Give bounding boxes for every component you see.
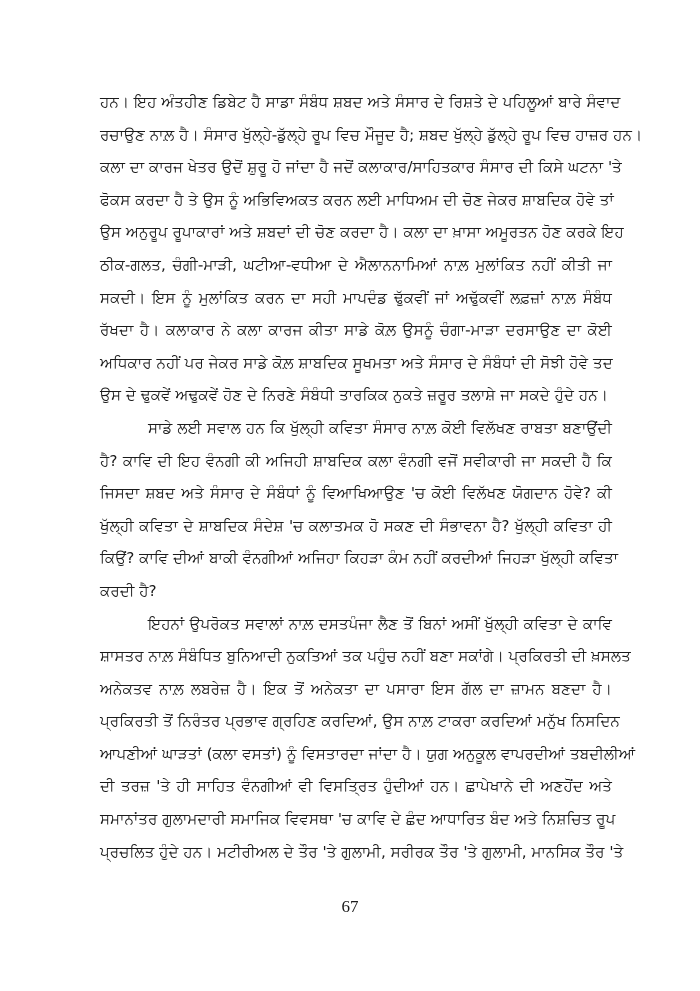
text-line: ਪ੍ਰਚਲਿਤ ਹੁੰਦੇ ਹਨ। ਮਟੀਰੀਅਲ ਦੇ ਤੌਰ 'ਤੇ ਗੁਲਾਮੀ, ਸਰੀਰਕ ਤੌਰ 'ਤੇ ਗੁਲਾਮੀ, ਮਾਨਸਿਕ ਤੌਰ 'ਤੇ bbox=[100, 842, 624, 861]
page-number: 67 bbox=[341, 897, 359, 916]
text-line: ਸਮਾਨਾਂਤਰ ਗੁਲਾਮਦਾਰੀ ਸਮਾਜਿਕ ਵਿਵਸਥਾ 'ਚ ਕਾਵਿ ਦੇ ਛੰਦ ਆਧਾਰਿਤ ਬੰਦ ਅਤੇ ਨਿਸ਼ਚਿਤ ਰੂਪ bbox=[100, 810, 616, 829]
text-line: ਪ੍ਰਕਿਰਤੀ ਤੋਂ ਨਿਰੰਤਰ ਪ੍ਰਭਾਵ ਗ੍ਰਹਿਣ ਕਰਦਿਆਂ, ਉਸ ਨਾਲ਼ ਟਾਕਰਾ ਕਰਦਿਆਂ ਮਨੁੱਖ ਨਿਸਦਿਨ bbox=[100, 712, 620, 731]
text-line: ਆਪਣੀਆਂ ਘਾੜਤਾਂ (ਕਲਾ ਵਸਤਾਂ) ਨੂੰ ਵਿਸਤਾਰਦਾ ਜਾਂਦਾ ਹੈ। ਯੁਗ ਅਨੁਕੂਲ ਵਾਪਰਦੀਆਂ ਤਬਦੀਲੀਆਂ bbox=[100, 744, 636, 763]
text-line: ਸਕਦੀ। ਇਸ ਨੂੰ ਮੁਲਾਂਕਿਤ ਕਰਨ ਦਾ ਸਹੀ ਮਾਪਦੰਡ ਢੁੱਕਵੀਂ ਜਾਂ ਅਢੁੱਕਵੀਂ ਲਫ਼ਜ਼ਾਂ ਨਾਲ਼ ਸੰਬੰਧ bbox=[100, 288, 612, 307]
text-line: ਕਲਾ ਦਾ ਕਾਰਜ ਖੇਤਰ ਉਦੋਂ ਸ਼ੁਰੂ ਹੋ ਜਾਂਦਾ ਹੈ ਜਦੋਂ ਕਲਾਕਾਰ/ਸਾਹਿਤਕਾਰ ਸੰਸਾਰ ਦੀ ਕਿਸੇ ਘਟਨਾ 'ਤੇ bbox=[100, 158, 622, 177]
text-line: ਦੀ ਤਰਜ਼ 'ਤੇ ਹੀ ਸਾਹਿਤ ਵੰਨਗੀਆਂ ਵੀ ਵਿਸਤ੍ਰਿਤ ਹੁੰਦੀਆਂ ਹਨ। ਛਾਪੇਖਾਨੇ ਦੀ ਅਣਹੋਂਦ ਅਤੇ bbox=[100, 777, 612, 796]
text-line: ਅਨੇਕਤਵ ਨਾਲ਼ ਲਬਰੇਜ਼ ਹੈ। ਇਕ ਤੋਂ ਅਨੇਕਤਾ ਦਾ ਪਸਾਰਾ ਇਸ ਗੱਲ ਦਾ ਜ਼ਾਮਨ ਬਣਦਾ ਹੈ। bbox=[100, 679, 612, 698]
text-line: ਹਨ। ਇਹ ਅੰਤਹੀਣ ਡਿਬੇਟ ਹੈ ਸਾਡਾ ਸੰਬੰਧ ਸ਼ਬਦ ਅਤੇ ਸੰਸਾਰ ਦੇ ਰਿਸ਼ਤੇ ਦੇ ਪਹਿਲੂਆਂ ਬਾਰੇ ਸੰਵਾਦ bbox=[100, 93, 621, 111]
text-line: ਹੈ? ਕਾਵਿ ਦੀ ਇਹ ਵੰਨਗੀ ਕੀ ਅਜਿਹੀ ਸ਼ਾਬਦਿਕ ਕਲਾ ਵੰਨਗੀ ਵਜੋਂ ਸਵੀਕਾਰੀ ਜਾ ਸਕਦੀ ਹੈ ਕਿ bbox=[100, 451, 612, 470]
text-line: ਠੀਕ-ਗਲਤ, ਚੰਗੀ-ਮਾੜੀ, ਘਟੀਆ-ਵਧੀਆ ਦੇ ਐਲਾਨਨਾਮਿਆਂ ਨਾਲ਼ ਮੁਲਾਂਕਿਤ ਨਹੀਂ ਕੀਤੀ ਜਾ bbox=[100, 255, 612, 274]
text-line: ਇਹਨਾਂ ਉਪਰੋਕਤ ਸਵਾਲਾਂ ਨਾਲ਼ ਦਸਤਪੰਜਾ ਲੈਣ ਤੋਂ ਬਿਨਾਂ ਅਸੀਂ ਖੁੱਲ੍ਹੀ ਕਵਿਤਾ ਦੇ ਕਾਵਿ bbox=[148, 614, 612, 633]
text-line: ਰੱਖਦਾ ਹੈ। ਕਲਾਕਾਰ ਨੇ ਕਲਾ ਕਾਰਜ ਕੀਤਾ ਸਾਡੇ ਕੋਲ਼ ਉਸਨੂੰ ਚੰਗਾ-ਮਾੜਾ ਦਰਸਾਉਣ ਦਾ ਕੋਈ bbox=[100, 321, 612, 340]
text-line: ਉਸ ਅਨੁਰੂਪ ਰੂਪਾਕਾਰਾਂ ਅਤੇ ਸ਼ਬਦਾਂ ਦੀ ਚੋਣ ਕਰਦਾ ਹੈ। ਕਲਾ ਦਾ ਖ਼ਾਸਾ ਅਮੂਰਤਨ ਹੋਣ ਕਰਕੇ ਇਹ bbox=[100, 223, 624, 242]
text-line: ਸ਼ਾਸਤਰ ਨਾਲ਼ ਸੰਬੰਧਿਤ ਬੁਨਿਆਦੀ ਨੁਕਤਿਆਂ ਤਕ ਪਹੁੰਚ ਨਹੀਂ ਬਣਾ ਸਕਾਂਗੇ। ਪ੍ਰਕਿਰਤੀ ਦੀ ਖ਼ਸਲਤ bbox=[100, 647, 631, 666]
document-page bbox=[100, 86, 643, 868]
text-line: ਕਿਉਂ? ਕਾਵਿ ਦੀਆਂ ਬਾਕੀ ਵੰਨਗੀਆਂ ਅਜਿਹਾ ਕਿਹੜਾ ਕੰਮ ਨਹੀਂ ਕਰਦੀਆਂ ਜਿਹੜਾ ਖੁੱਲ੍ਹੀ ਕਵਿਤਾ bbox=[100, 549, 619, 568]
paragraph-2 bbox=[100, 412, 619, 608]
text-line: ਜਿਸਦਾ ਸ਼ਬਦ ਅਤੇ ਸੰਸਾਰ ਦੇ ਸੰਬੰਧਾਂ ਨੂੰ ਵਿਆਖਿਆਉਣ 'ਚ ਕੋਈ ਵਿਲੱਖਣ ਯੋਗਦਾਨ ਹੋਵੇ? ਕੀ bbox=[100, 484, 612, 503]
text-line: ਰਚਾਉਣ ਨਾਲ਼ ਹੈ। ਸੰਸਾਰ ਖੁੱਲ੍ਹੇ-ਡੁੱਲ੍ਹੇ ਰੂਪ ਵਿਚ ਮੌਜੂਦ ਹੈ; ਸ਼ਬਦ ਖੁੱਲ੍ਹੇ ਡੁੱਲ੍ਹੇ ਰੂਪ ਵਿਚ ਹਾਜ਼ਰ ਹਨ। bbox=[100, 125, 643, 144]
text-line: ਅਧਿਕਾਰ ਨਹੀਂ ਪਰ ਜੇਕਰ ਸਾਡੇ ਕੋਲ਼ ਸ਼ਾਬਦਿਕ ਸੂਖਮਤਾ ਅਤੇ ਸੰਸਾਰ ਦੇ ਸੰਬੰਧਾਂ ਦੀ ਸੋਝੀ ਹੋਵੇ ਤਦ bbox=[100, 353, 613, 372]
paragraph-1 bbox=[100, 86, 643, 412]
text-line: ਉਸ ਦੇ ਢੁਕਵੇਂ ਅਢੁਕਵੇਂ ਹੋਣ ਦੇ ਨਿਰਣੇ ਸੰਬੰਧੀ ਤਾਰਕਿਕ ਨੁਕਤੇ ਜ਼ਰੂਰ ਤਲਾਸ਼ੇ ਜਾ ਸਕਦੇ ਹੁੰਦੇ ਹਨ। bbox=[100, 386, 608, 405]
text-line: ਸਾਡੇ ਲਈ ਸਵਾਲ ਹਨ ਕਿ ਖੁੱਲ੍ਹੀ ਕਵਿਤਾ ਸੰਸਾਰ ਨਾਲ਼ ਕੋਈ ਵਿਲੱਖਣ ਰਾਬਤਾ ਬਣਾਉਂਦੀ bbox=[148, 418, 612, 437]
text-line: ਕਰਦੀ ਹੈ? bbox=[100, 581, 157, 600]
text-line: ਖੁੱਲ੍ਹੀ ਕਵਿਤਾ ਦੇ ਸ਼ਾਬਦਿਕ ਸੰਦੇਸ਼ 'ਚ ਕਲਾਤਮਕ ਹੋ ਸਕਣ ਦੀ ਸੰਭਾਵਨਾ ਹੈ? ਖੁੱਲ੍ਹੀ ਕਵਿਤਾ ਹੀ bbox=[100, 516, 612, 535]
text-line: ਫੋਕਸ ਕਰਦਾ ਹੈ ਤੇ ਉਸ ਨੂੰ ਅਭਿਵਿਅਕਤ ਕਰਨ ਲਈ ਮਾਧਿਅਮ ਦੀ ਚੋਣ ਜੇਕਰ ਸ਼ਾਬਦਿਕ ਹੋਵੇ ਤਾਂ bbox=[100, 190, 614, 209]
paragraph-3 bbox=[100, 608, 636, 869]
